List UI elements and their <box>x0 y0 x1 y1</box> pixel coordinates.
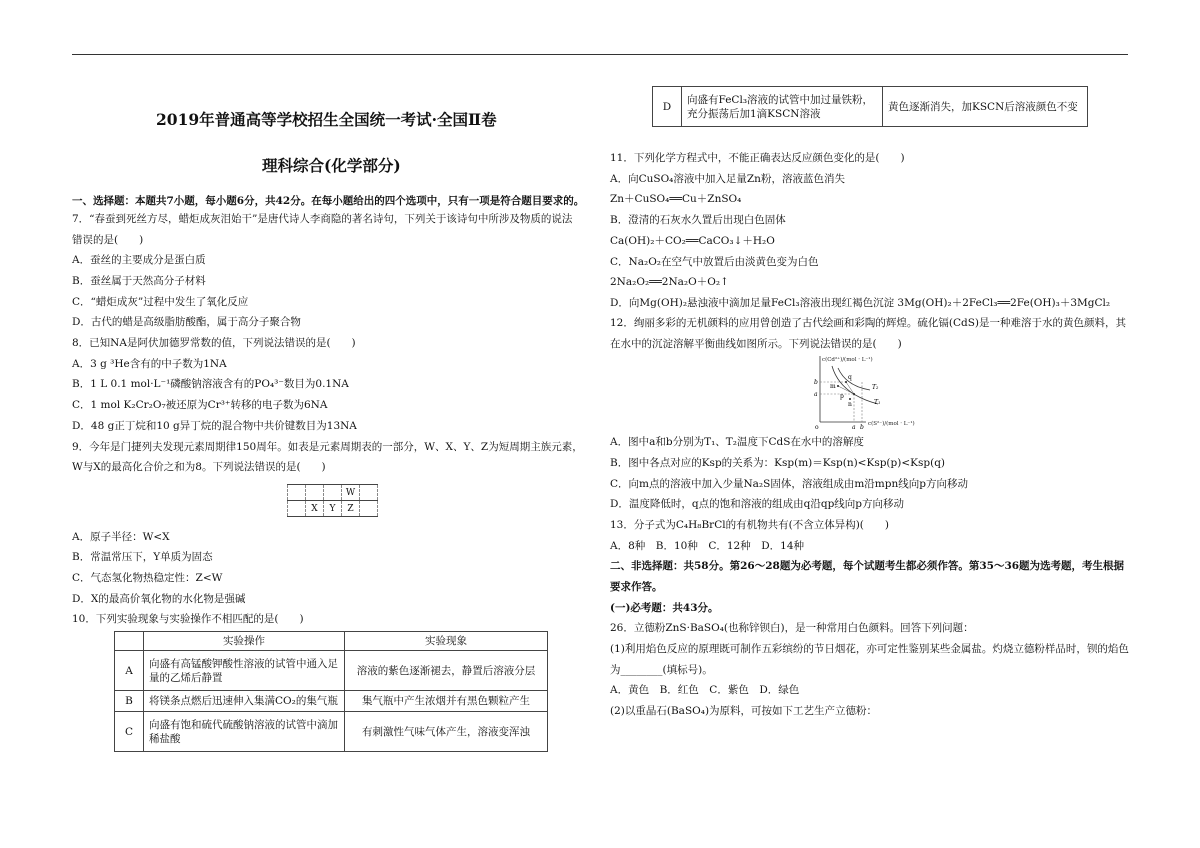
q8-option-a: A．3 g ³He含有的中子数为1NA <box>72 358 227 370</box>
point-p <box>853 393 855 395</box>
q9-option-c: C．气态氢化物热稳定性：Z<W <box>72 572 223 584</box>
q10-row-operation: 向盛有高锰酸钾酸性溶液的试管中通入足量的乙烯后静置 <box>144 651 345 691</box>
point-n <box>849 398 851 400</box>
periodic-table-fragment <box>287 484 378 517</box>
graph-tick-a: a <box>852 424 856 431</box>
q10-row-label: B <box>115 691 144 712</box>
q10-stem: 10．下列实验现象与实验操作不相匹配的是( ) <box>72 613 304 625</box>
q7-stem-cont: 错误的是( ) <box>72 234 144 246</box>
q7-option-d: D．古代的蜡是高级脂肪酸酯，属于高分子聚合物 <box>72 316 301 328</box>
q26-stem: 26．立德粉ZnS·BaSO₄(也称锌钡白)，是一种常用白色颜料。回答下列问题： <box>610 622 974 634</box>
q12-option-a: A．图中a和b分别为T₁、T₂温度下CdS在水中的溶解度 <box>610 436 864 448</box>
q9-option-a: A．原子半径：W<X <box>72 531 170 543</box>
q9-stem: 9．今年是门捷列夫发现元素周期律150周年。如表是元素周期表的一部分，W、X、Y、Z为短周期主族元素， <box>72 441 583 453</box>
q7-stem: 7．“春蚕到死丝方尽，蜡炬成灰泪始干”是唐代诗人李商隐的著名诗句，下列关于该诗句中所涉及物质的说法 <box>72 213 573 225</box>
q10-row-phenomenon: 黄色逐渐消失，加KSCN后溶液颜色不变 <box>883 87 1088 127</box>
q11-equation-c: 2Na₂O₂══2Na₂O＋O₂↑ <box>610 276 729 288</box>
top-rule <box>72 54 1128 55</box>
graph-tick-b: b <box>860 424 864 431</box>
q11-option-b: B．澄清的石灰水久置后出现白色固体 <box>610 214 786 226</box>
page-subtitle: 理科综合(化学部分) <box>262 156 401 175</box>
graph-y-label: c(Cd²⁺)/(mol · L⁻¹) <box>822 357 873 363</box>
section-1-heading: 一、选择题：本题共7小题，每小题6分，共42分。在每小题给出的四个选项中，只有一项是符合题目要求的。 <box>72 195 585 207</box>
required-heading: (一)必考题：共43分。 <box>610 602 719 614</box>
graph-label-m: m <box>830 383 836 390</box>
q26-part1: (1)利用焰色反应的原理既可制作五彩缤纷的节日烟花，亦可定性鉴别某些金属盐。灼烧立德粉样品时，钡的焰色 <box>610 643 1129 655</box>
q11-option-a: A．向CuSO₄溶液中加入足量Zn粉，溶液蓝色消失 <box>610 173 845 185</box>
solubility-graph <box>808 352 915 432</box>
q11-option-c: C．Na₂O₂在空气中放置后由淡黄色变为白色 <box>610 256 819 268</box>
graph-label-t2: T₂ <box>872 384 879 391</box>
q10-row-operation: 向盛有饱和硫代硫酸钠溶液的试管中滴加稀盐酸 <box>144 712 345 752</box>
graph-label-a: a <box>814 391 818 398</box>
q26-part1-blank: 为________(填标号)。 <box>610 664 713 676</box>
q10-row-label: D <box>653 87 682 127</box>
q12-stem-cont: 在水中的沉淀溶解平衡曲线如图所示。下列说法错误的是( ) <box>610 338 902 350</box>
q7-option-b: B．蚕丝属于天然高分子材料 <box>72 275 206 287</box>
q9-option-d: D．X的最高价氧化物的水化物是强碱 <box>72 593 246 605</box>
element-cell-w: W <box>342 485 360 501</box>
q11-equation-a: Zn＋CuSO₄══Cu＋ZnSO₄ <box>610 193 742 205</box>
section-2-heading-cont: 要求作答。 <box>610 581 663 593</box>
element-cell <box>288 485 306 501</box>
element-cell <box>306 485 324 501</box>
q9-option-b: B．常温常压下，Y单质为固态 <box>72 551 213 563</box>
graph-label-q: q <box>848 374 852 381</box>
q10-table-continued <box>652 86 1088 127</box>
q10-header-phenomenon: 实验现象 <box>345 632 548 651</box>
q7-option-a: A．蚕丝的主要成分是蛋白质 <box>72 254 206 266</box>
q10-row-label: A <box>115 651 144 691</box>
q10-row-phenomenon: 溶液的紫色逐渐褪去，静置后溶液分层 <box>345 651 548 691</box>
section-2-heading: 二、非选择题：共58分。第26～28题为必考题，每个试题考生都必须作答。第35～36题为选考题，考生根据 <box>610 560 1125 572</box>
graph-label-p: p <box>840 393 844 400</box>
q12-option-c: C．向m点的溶液中加入少量Na₂S固体，溶液组成由m沿mpn线向p方向移动 <box>610 478 968 490</box>
graph-origin: o <box>815 424 819 431</box>
q8-option-b: B．1 L 0.1 mol·L⁻¹磷酸钠溶液含有的PO₄³⁻数目为0.1NA <box>72 378 349 390</box>
page-title: 2019年普通高等学校招生全国统一考试·全国Ⅱ卷 <box>156 110 497 129</box>
element-cell-z: Z <box>342 501 360 517</box>
point-m <box>837 385 839 387</box>
q26-part2: (2)以重晶石(BaSO₄)为原料，可按如下工艺生产立德粉： <box>610 705 878 717</box>
element-cell-y: Y <box>324 501 342 517</box>
element-cell <box>288 501 306 517</box>
q8-option-c: C．1 mol K₂Cr₂O₇被还原为Cr³⁺转移的电子数为6NA <box>72 399 328 411</box>
q12-stem: 12．绚丽多彩的无机颜料的应用曾创造了古代绘画和彩陶的辉煌。硫化镉(CdS)是一种难溶于水的黄色颜料，其 <box>610 317 1127 329</box>
curve-t2 <box>838 368 870 390</box>
q11-equation-b: Ca(OH)₂＋CO₂══CaCO₃↓＋H₂O <box>610 235 775 247</box>
q13-options: A．8种 B．10种 C．12种 D．14种 <box>610 540 805 552</box>
q7-option-c: C．“蜡炬成灰”过程中发生了氧化反应 <box>72 296 249 308</box>
q10-row-operation: 向盛有FeCl₃溶液的试管中加过量铁粉，充分振荡后加1滴KSCN溶液 <box>682 87 883 127</box>
q12-option-d: D．温度降低时，q点的饱和溶液的组成由q沿qp线向p方向移动 <box>610 498 905 510</box>
q26-part1-options: A．黄色 B．红色 C．紫色 D．绿色 <box>610 684 800 696</box>
graph-label-t1: T₁ <box>874 399 881 406</box>
graph-label-n: n <box>848 401 852 408</box>
q10-row-operation: 将镁条点燃后迅速伸入集满CO₂的集气瓶 <box>144 691 345 712</box>
element-cell <box>360 485 378 501</box>
q10-row-phenomenon: 集气瓶中产生浓烟并有黑色颗粒产生 <box>345 691 548 712</box>
q10-row-label: C <box>115 712 144 752</box>
element-cell <box>324 485 342 501</box>
q10-row-phenomenon: 有刺激性气味气体产生，溶液变浑浊 <box>345 712 548 752</box>
q11-option-d: D．向Mg(OH)₂悬浊液中滴加足量FeCl₃溶液出现红褐色沉淀 3Mg(OH)₂＋2FeCl₃══2Fe(OH)₃＋3MgCl₂ <box>610 297 1111 309</box>
q12-option-b: B．图中各点对应的Ksp的关系为：Ksp(m)＝Ksp(n)<Ksp(p)<Ksp(q) <box>610 457 946 469</box>
q11-stem: 11．下列化学方程式中，不能正确表达反应颜色变化的是( ) <box>610 152 905 164</box>
point-q <box>845 381 847 383</box>
q10-header-blank <box>115 632 144 651</box>
q10-table <box>114 631 548 752</box>
element-cell-x: X <box>306 501 324 517</box>
q13-stem: 13．分子式为C₄H₈BrCl的有机物共有(不含立体异构)( ) <box>610 519 889 531</box>
q8-stem: 8．已知NA是阿伏加德罗常数的值，下列说法错误的是( ) <box>72 337 356 349</box>
element-cell <box>360 501 378 517</box>
q10-header-operation: 实验操作 <box>144 632 345 651</box>
q8-option-d: D．48 g正丁烷和10 g异丁烷的混合物中共价键数目为13NA <box>72 420 357 432</box>
graph-x-label: c(S²⁻)/(mol · L⁻¹) <box>868 421 915 427</box>
q9-stem-cont: W与X的最高化合价之和为8。下列说法错误的是( ) <box>72 461 326 473</box>
graph-label-b: b <box>814 379 818 386</box>
